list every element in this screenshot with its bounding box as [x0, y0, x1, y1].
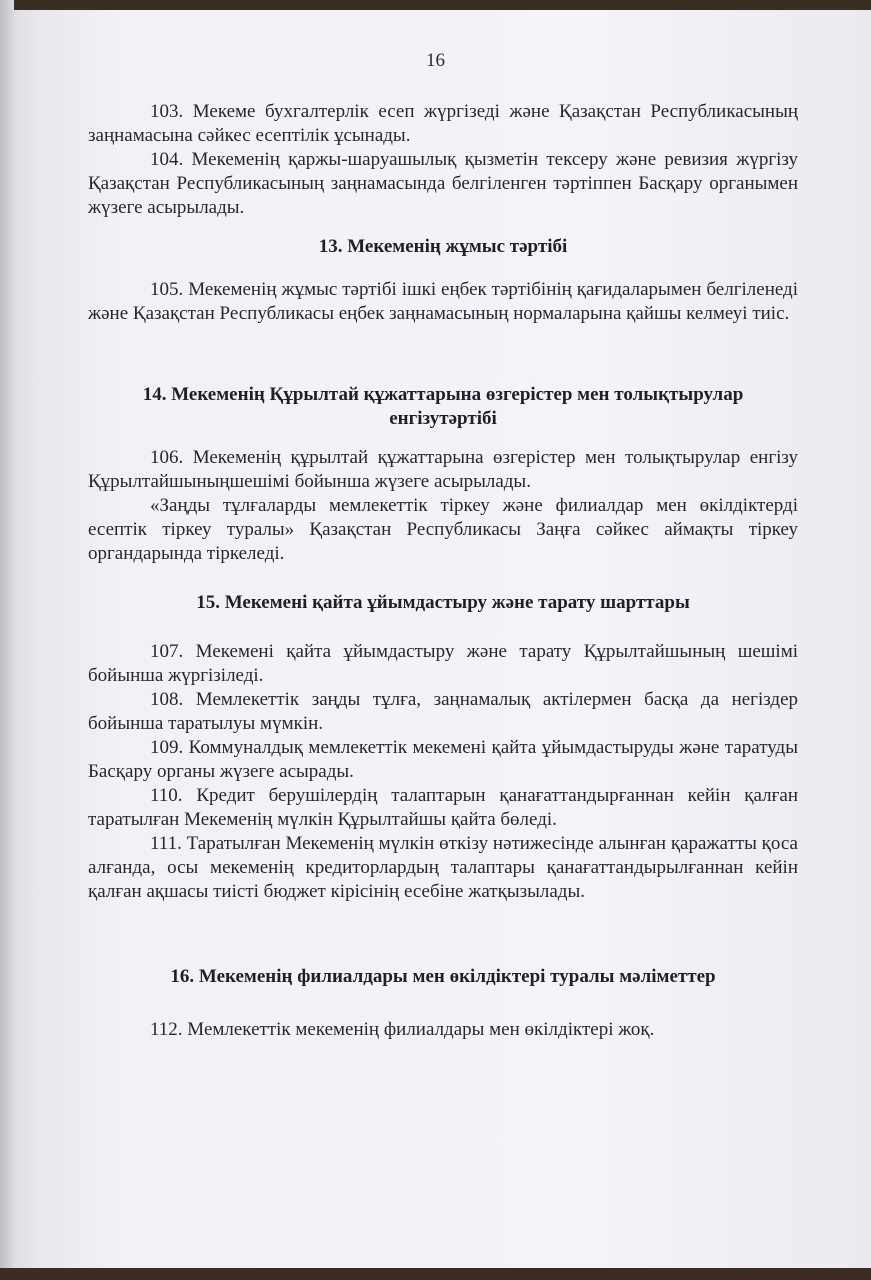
paragraph-104: 104. Мекеменің қаржы-шаруашылық қызметін тексеру және ревизия жүргізу Қазақстан Республикасының заңнамасында белгіленген тәртіппен Басқару органымен жүзеге асырылады.	[88, 149, 798, 218]
paragraph-107: 107. Мекемені қайта ұйымдастыру және тарату Құрылтайшының шешімі бойынша жүргізіледі.	[88, 641, 798, 686]
paragraphs-top	[88, 100, 798, 220]
paragraph-105: 105. Мекеменің жұмыс тәртібі ішкі еңбек тәртібінің қағидаларымен белгіленеді және Қазақстан Республикасы еңбек заңнамасының нормаларына қайшы келмеуі тиіс.	[88, 279, 798, 324]
paragraph-110: 110. Кредит берушілердің талаптарын қанағаттандырғаннан кейін қалған таратылған Мекеменің мүлкін Құрылтайшы қайта бөледі.	[88, 785, 798, 830]
section-15-heading: 15. Мекемені қайта ұйымдастыру және тарату шарттары	[196, 592, 690, 613]
paragraph-108: 108. Мемлекеттік заңды тұлға, заңнамалық актілермен басқа да негіздер бойынша таратылуы мүмкін.	[88, 689, 798, 734]
section-13-heading: 13. Мекеменің жұмыс тәртібі	[318, 236, 568, 257]
paragraph-112: 112. Мемлекеттік мекеменің филиалдары мен өкілдіктері жоқ.	[150, 1019, 655, 1040]
page-edge	[0, 0, 14, 1280]
paragraph-106: 106. Мекеменің құрылтай құжаттарына өзгерістер мен толықтырулар енгізу Құрылтайшыныңшешімі бойынша жүзеге асырылады.	[88, 447, 798, 492]
section-16-body	[88, 1018, 798, 1042]
section-15-body	[88, 640, 798, 904]
paragraph-106-continued: «Заңды тұлғаларды мемлекеттік тіркеу және филиалдар мен өкілдіктерді есептік тіркеу туралы» Қазақстан Республикасы Заңға сәйкес аймақты тіркеу органдарында тіркеледі.	[88, 495, 798, 564]
paragraph-111: 111. Таратылған Мекеменің мүлкін өткізу нәтижесінде алынған қаражатты қоса алғанда, осы мекеменің кредиторлардың талаптары қанағаттандырылғаннан кейін қалған ақшасы тиісті бюджет кірісінің есебіне жатқызылады.	[88, 833, 798, 902]
section-14-heading-line1: 14. Мекеменің Құрылтай құжаттарына өзгерістер мен толықтырулар	[142, 384, 744, 405]
paragraph-103: 103. Мекеме бухгалтерлік есеп жүргізеді және Қазақстан Республикасының заңнамасына сәйкес есептілік ұсынады.	[88, 101, 798, 146]
background-top	[0, 0, 871, 10]
paragraph-109: 109. Коммуналдық мемлекеттік мекемені қайта ұйымдастыруды және таратуды Басқару органы жүзеге асырады.	[88, 737, 798, 782]
section-16-heading: 16. Мекеменің филиалдары мен өкілдіктері туралы мәліметтер	[170, 966, 716, 987]
background-bottom	[0, 1268, 871, 1280]
page-number: 16	[426, 50, 445, 71]
section-14-heading-line2: енгізутәртібі	[389, 408, 497, 429]
section-14-body	[88, 446, 798, 566]
section-13-body	[88, 278, 798, 326]
